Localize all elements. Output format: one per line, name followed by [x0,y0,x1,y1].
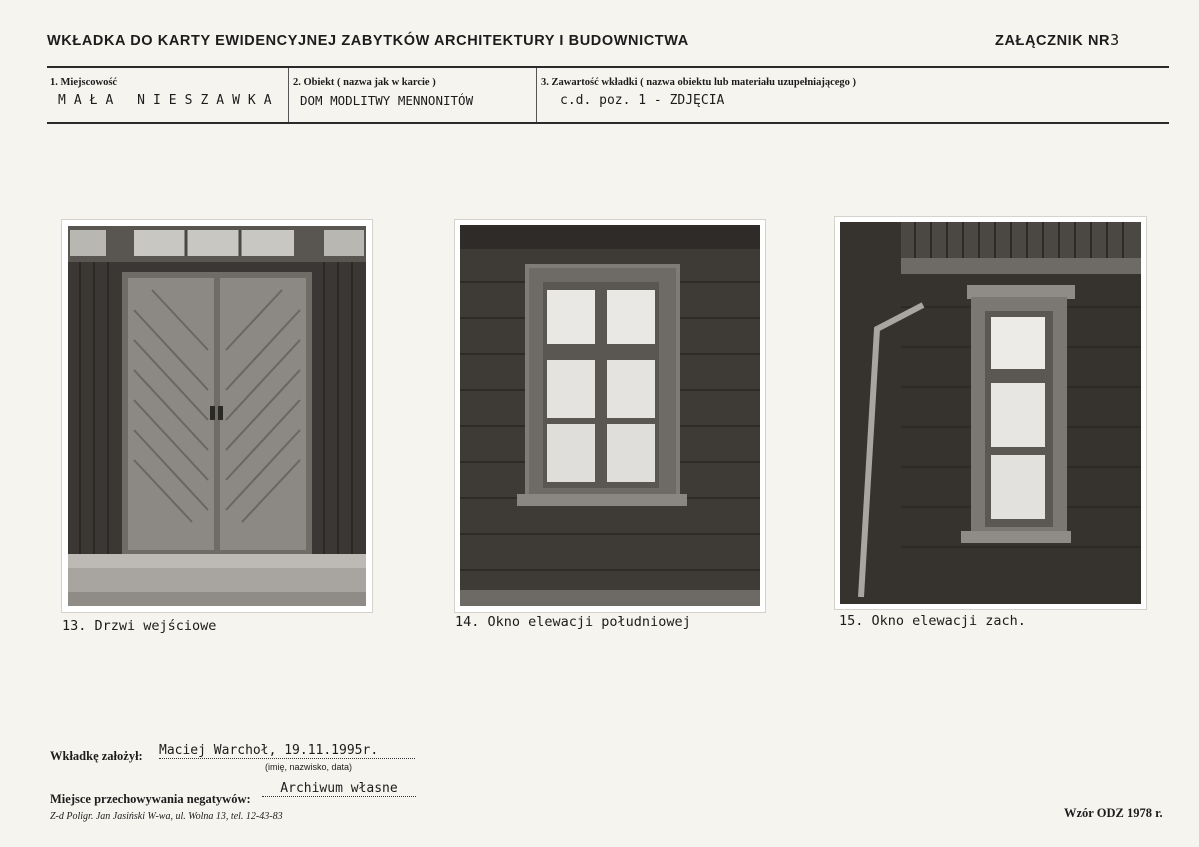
header-bottom-rule [47,122,1169,124]
photo-caption-13: 13. Drzwi wejściowe [62,618,217,634]
header-top-rule [47,66,1169,68]
location-label: 1. Miejscowość [50,77,118,88]
object-label: 2. Obiekt ( nazwa jak w karcie ) [293,77,436,88]
annex-label [995,31,1120,49]
location-value: MAŁA NIESZAWKA [58,93,280,108]
photo-door [62,220,372,612]
field-divider-2 [536,68,537,122]
photo-caption-14: 14. Okno elewacji południowej [455,614,691,630]
photo-caption-15: 15. Okno elewacji zach. [839,613,1026,629]
created-by-value: Maciej Warchoł, 19.11.1995r. [159,743,415,759]
object-value: DOM MODLITWY MENNONITÓW [300,93,474,108]
printer-info: Z-d Poligr. Jan Jasiński W-wa, ul. Wolna 13, tel. 12-43-83 [50,811,283,822]
photo-window-west [835,217,1146,609]
content-label: 3. Zawartość wkładki ( nazwa obiektu lub materiału uzupełniającego ) [541,77,857,88]
annex-number: 3 [1110,31,1120,49]
negatives-value: Archiwum własne [262,781,416,797]
content-value: c.d. poz. 1 - ZDJĘCIA [560,93,725,108]
created-by-label: Wkładkę założył: [50,749,143,763]
field-divider-1 [288,68,289,122]
annex-label-text: ZAŁĄCZNIK NR [995,33,1111,49]
negatives-label: Miejsce przechowywania negatywów: [50,792,251,806]
form-title: WKŁADKA DO KARTY EWIDENCYJNEJ ZABYTKÓW ARCHITEKTURY I BUDOWNICTWA [47,33,689,49]
created-by-hint: (imię, nazwisko, data) [265,762,353,772]
photo-window-south [455,220,765,612]
form-model: Wzór ODZ 1978 r. [1064,806,1163,820]
